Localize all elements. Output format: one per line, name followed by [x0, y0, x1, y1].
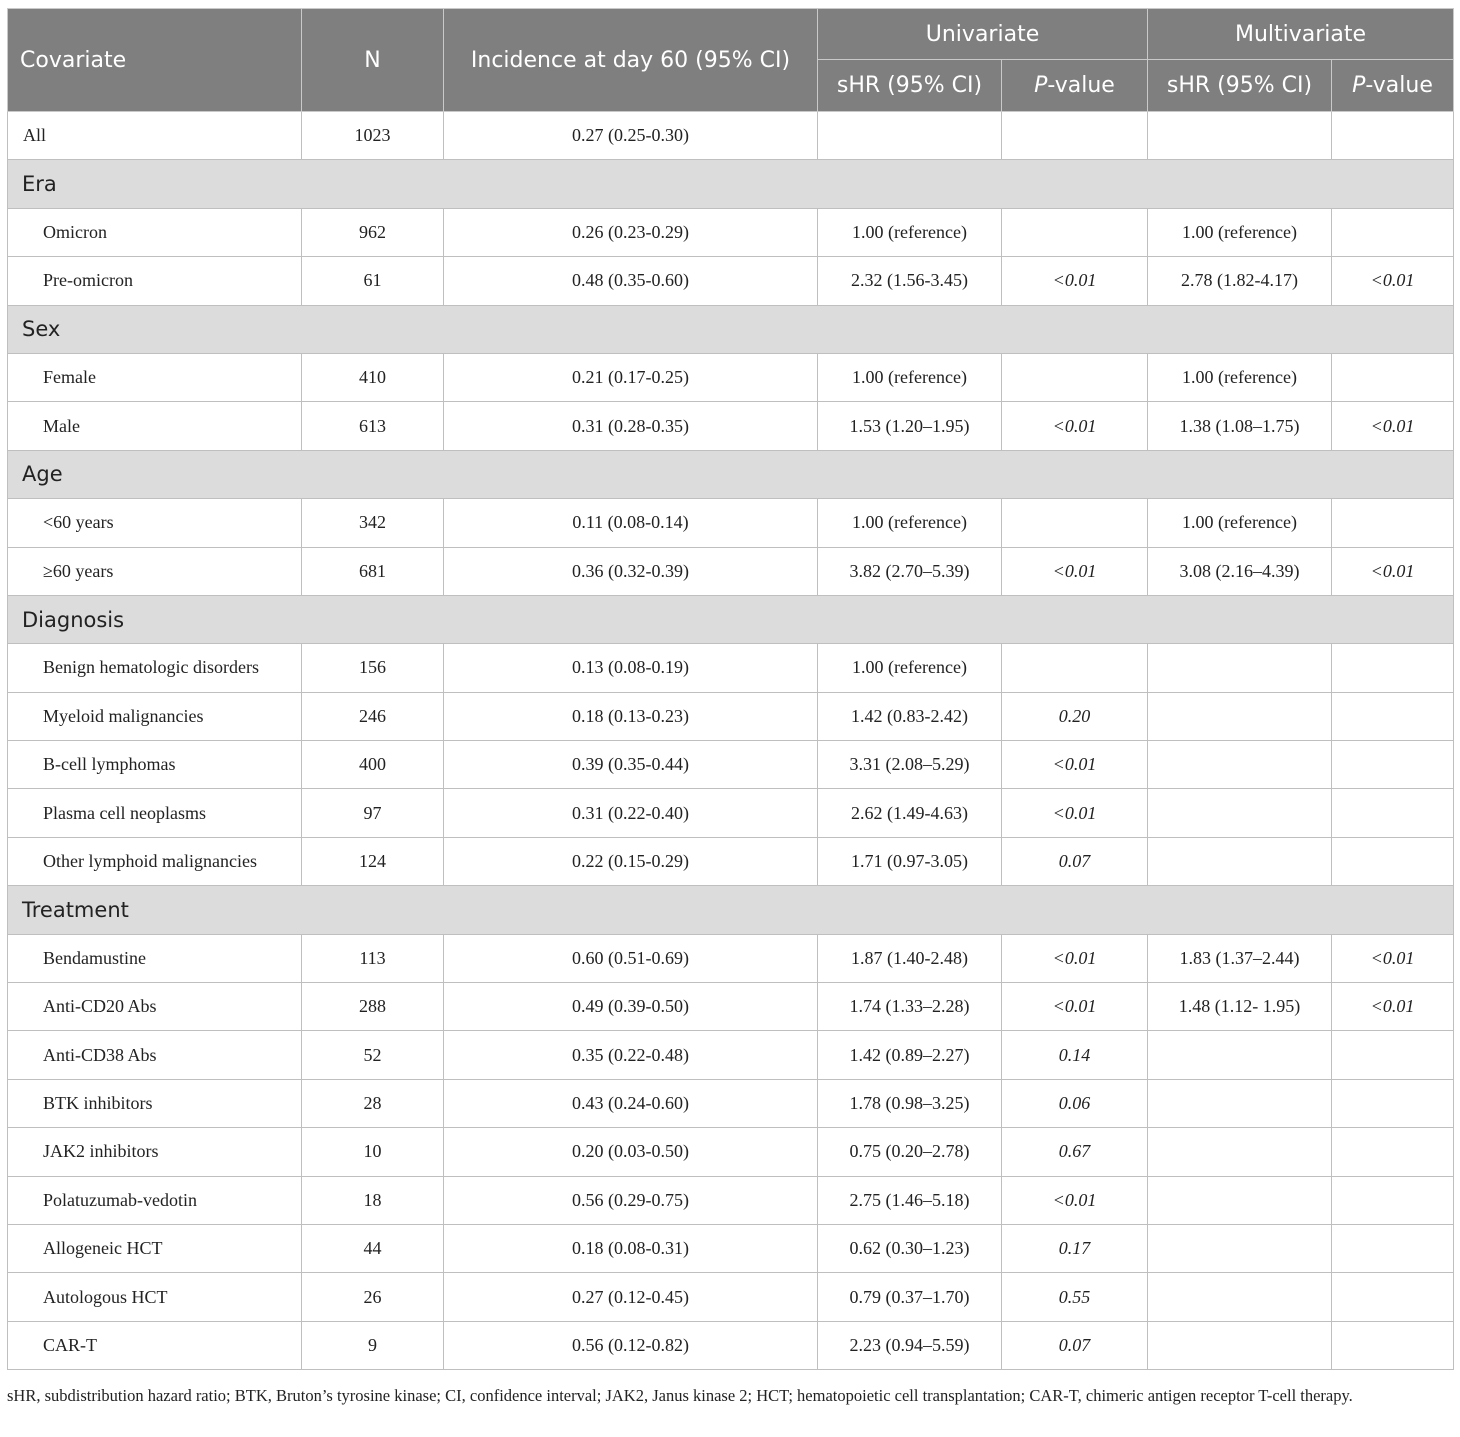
univariate-pvalue-cell	[1002, 644, 1148, 692]
univariate-pvalue-cell: 0.67	[1002, 1128, 1148, 1176]
incidence-cell: 0.22 (0.15-0.29)	[444, 837, 818, 885]
univariate-pvalue-cell: 0.07	[1002, 1321, 1148, 1369]
incidence-cell: 0.31 (0.28-0.35)	[444, 402, 818, 450]
multivariate-shr-cell	[1148, 837, 1332, 885]
table-body	[8, 112, 1454, 1370]
univariate-pvalue-cell	[1002, 499, 1148, 547]
covariate-cell: Plasma cell neoplasms	[8, 789, 302, 837]
header-n: N	[302, 9, 444, 112]
incidence-cell: 0.43 (0.24-0.60)	[444, 1079, 818, 1127]
header-multivariate-pvalue	[1332, 60, 1454, 112]
table-row	[8, 402, 1454, 450]
covariate-cell: Polatuzumab-vedotin	[8, 1176, 302, 1224]
n-cell: 124	[302, 837, 444, 885]
multivariate-pvalue-cell	[1332, 1128, 1454, 1176]
covariate-cell: Bendamustine	[8, 934, 302, 982]
covariate-cell: Male	[8, 402, 302, 450]
section-label: Treatment	[8, 886, 1454, 934]
multivariate-shr-cell	[1148, 1079, 1332, 1127]
multivariate-pvalue-cell	[1332, 1079, 1454, 1127]
multivariate-shr-cell	[1148, 1321, 1332, 1369]
multivariate-pvalue-cell	[1332, 208, 1454, 256]
univariate-pvalue-cell: <0.01	[1002, 983, 1148, 1031]
incidence-cell: 0.21 (0.17-0.25)	[444, 353, 818, 401]
table-row	[8, 1176, 1454, 1224]
section-row	[8, 886, 1454, 934]
multivariate-pvalue-cell	[1332, 1321, 1454, 1369]
n-cell: 52	[302, 1031, 444, 1079]
univariate-pvalue-cell: 0.06	[1002, 1079, 1148, 1127]
n-cell: 288	[302, 983, 444, 1031]
multivariate-pvalue-cell	[1332, 1176, 1454, 1224]
header-univariate-shr: sHR (95% CI)	[818, 60, 1002, 112]
multivariate-pvalue-cell	[1332, 692, 1454, 740]
univariate-shr-cell: 1.00 (reference)	[818, 644, 1002, 692]
table-row	[8, 208, 1454, 256]
covariate-cell: Autologous HCT	[8, 1273, 302, 1321]
covariate-cell: JAK2 inhibitors	[8, 1128, 302, 1176]
n-cell: 246	[302, 692, 444, 740]
n-cell: 681	[302, 547, 444, 595]
univariate-pvalue-cell: <0.01	[1002, 1176, 1148, 1224]
univariate-pvalue-cell: <0.01	[1002, 934, 1148, 982]
incidence-cell: 0.18 (0.13-0.23)	[444, 692, 818, 740]
covariate-cell: Anti-CD20 Abs	[8, 983, 302, 1031]
multivariate-pvalue-cell	[1332, 837, 1454, 885]
univariate-shr-cell: 3.31 (2.08–5.29)	[818, 741, 1002, 789]
covariate-cell: BTK inhibitors	[8, 1079, 302, 1127]
multivariate-pvalue-cell: <0.01	[1332, 402, 1454, 450]
n-cell: 410	[302, 353, 444, 401]
table-row	[8, 1273, 1454, 1321]
univariate-shr-cell: 1.71 (0.97-3.05)	[818, 837, 1002, 885]
table-row	[8, 257, 1454, 305]
table-row	[8, 353, 1454, 401]
table-row	[8, 837, 1454, 885]
incidence-cell: 0.39 (0.35-0.44)	[444, 741, 818, 789]
table-row	[8, 1079, 1454, 1127]
section-label: Diagnosis	[8, 595, 1454, 643]
multivariate-shr-cell	[1148, 692, 1332, 740]
multivariate-pvalue-cell: <0.01	[1332, 257, 1454, 305]
univariate-shr-cell: 1.00 (reference)	[818, 353, 1002, 401]
univariate-pvalue-cell: 0.17	[1002, 1224, 1148, 1272]
header-multivariate: Multivariate	[1148, 9, 1454, 60]
multivariate-pvalue-cell	[1332, 1224, 1454, 1272]
section-row	[8, 450, 1454, 498]
univariate-pvalue-cell: <0.01	[1002, 402, 1148, 450]
incidence-cell: 0.27 (0.12-0.45)	[444, 1273, 818, 1321]
univariate-shr-cell: 1.42 (0.83-2.42)	[818, 692, 1002, 740]
covariate-cell: Female	[8, 353, 302, 401]
section-row	[8, 595, 1454, 643]
header-covariate: Covariate	[8, 9, 302, 112]
n-cell: 1023	[302, 112, 444, 160]
multivariate-pvalue-cell	[1332, 741, 1454, 789]
incidence-cell: 0.60 (0.51-0.69)	[444, 934, 818, 982]
incidence-cell: 0.27 (0.25-0.30)	[444, 112, 818, 160]
multivariate-shr-cell: 1.00 (reference)	[1148, 208, 1332, 256]
covariate-cell: <60 years	[8, 499, 302, 547]
univariate-shr-cell: 1.53 (1.20–1.95)	[818, 402, 1002, 450]
covariate-cell: All	[8, 112, 302, 160]
multivariate-shr-cell	[1148, 644, 1332, 692]
n-cell: 613	[302, 402, 444, 450]
section-label: Era	[8, 160, 1454, 208]
header-p-rest: -value	[1047, 73, 1115, 98]
covariate-cell: Myeloid malignancies	[8, 692, 302, 740]
n-cell: 9	[302, 1321, 444, 1369]
univariate-pvalue-cell: <0.01	[1002, 741, 1148, 789]
multivariate-shr-cell: 1.48 (1.12- 1.95)	[1148, 983, 1332, 1031]
univariate-shr-cell: 1.87 (1.40-2.48)	[818, 934, 1002, 982]
multivariate-shr-cell: 1.38 (1.08–1.75)	[1148, 402, 1332, 450]
multivariate-shr-cell: 3.08 (2.16–4.39)	[1148, 547, 1332, 595]
table-row	[8, 547, 1454, 595]
incidence-cell: 0.36 (0.32-0.39)	[444, 547, 818, 595]
univariate-shr-cell: 0.75 (0.20–2.78)	[818, 1128, 1002, 1176]
covariate-cell: Other lymphoid malignancies	[8, 837, 302, 885]
univariate-shr-cell: 0.62 (0.30–1.23)	[818, 1224, 1002, 1272]
table-header	[8, 9, 1454, 112]
n-cell: 26	[302, 1273, 444, 1321]
univariate-shr-cell	[818, 112, 1002, 160]
covariate-cell: Anti-CD38 Abs	[8, 1031, 302, 1079]
table-footnote: sHR, subdistribution hazard ratio; BTK, Bruton’s tyrosine kinase; CI, confidence interval; JAK2, Janus kinase 2; HCT; hematopoietic cell transplantation; CAR-T, chimeric antigen receptor T-cell therapy.	[7, 1386, 1353, 1405]
header-p-italic: P	[1034, 73, 1048, 98]
multivariate-shr-cell	[1148, 1224, 1332, 1272]
table-row	[8, 934, 1454, 982]
results-table-container	[7, 8, 1453, 1370]
incidence-cell: 0.48 (0.35-0.60)	[444, 257, 818, 305]
multivariate-pvalue-cell	[1332, 1273, 1454, 1321]
incidence-cell: 0.20 (0.03-0.50)	[444, 1128, 818, 1176]
covariate-cell: B-cell lymphomas	[8, 741, 302, 789]
univariate-shr-cell: 1.78 (0.98–3.25)	[818, 1079, 1002, 1127]
multivariate-pvalue-cell: <0.01	[1332, 547, 1454, 595]
multivariate-shr-cell: 2.78 (1.82-4.17)	[1148, 257, 1332, 305]
table-row	[8, 112, 1454, 160]
univariate-pvalue-cell	[1002, 353, 1148, 401]
incidence-cell: 0.26 (0.23-0.29)	[444, 208, 818, 256]
multivariate-shr-cell	[1148, 1128, 1332, 1176]
univariate-pvalue-cell: 0.20	[1002, 692, 1148, 740]
multivariate-shr-cell	[1148, 741, 1332, 789]
incidence-cell: 0.31 (0.22-0.40)	[444, 789, 818, 837]
univariate-shr-cell: 1.00 (reference)	[818, 499, 1002, 547]
multivariate-shr-cell: 1.00 (reference)	[1148, 353, 1332, 401]
results-table	[7, 8, 1454, 1370]
univariate-shr-cell: 1.42 (0.89–2.27)	[818, 1031, 1002, 1079]
n-cell: 342	[302, 499, 444, 547]
n-cell: 44	[302, 1224, 444, 1272]
n-cell: 28	[302, 1079, 444, 1127]
table-row	[8, 983, 1454, 1031]
table-row	[8, 1128, 1454, 1176]
section-label: Age	[8, 450, 1454, 498]
univariate-shr-cell: 2.62 (1.49-4.63)	[818, 789, 1002, 837]
header-multivariate-shr: sHR (95% CI)	[1148, 60, 1332, 112]
header-p-italic: P	[1352, 73, 1366, 98]
univariate-shr-cell: 1.74 (1.33–2.28)	[818, 983, 1002, 1031]
header-univariate: Univariate	[818, 9, 1148, 60]
incidence-cell: 0.49 (0.39-0.50)	[444, 983, 818, 1031]
table-row	[8, 1321, 1454, 1369]
table-row	[8, 1031, 1454, 1079]
univariate-pvalue-cell: <0.01	[1002, 547, 1148, 595]
univariate-pvalue-cell: 0.07	[1002, 837, 1148, 885]
multivariate-pvalue-cell	[1332, 789, 1454, 837]
table-row	[8, 1224, 1454, 1272]
table-row	[8, 789, 1454, 837]
section-row	[8, 305, 1454, 353]
n-cell: 10	[302, 1128, 444, 1176]
incidence-cell: 0.56 (0.12-0.82)	[444, 1321, 818, 1369]
header-univariate-pvalue	[1002, 60, 1148, 112]
covariate-cell: CAR-T	[8, 1321, 302, 1369]
covariate-cell: Allogeneic HCT	[8, 1224, 302, 1272]
multivariate-pvalue-cell	[1332, 353, 1454, 401]
univariate-shr-cell: 2.23 (0.94–5.59)	[818, 1321, 1002, 1369]
n-cell: 61	[302, 257, 444, 305]
covariate-cell: Pre-omicron	[8, 257, 302, 305]
n-cell: 400	[302, 741, 444, 789]
univariate-pvalue-cell: 0.14	[1002, 1031, 1148, 1079]
multivariate-shr-cell	[1148, 789, 1332, 837]
univariate-pvalue-cell: <0.01	[1002, 257, 1148, 305]
univariate-shr-cell: 0.79 (0.37–1.70)	[818, 1273, 1002, 1321]
header-incidence: Incidence at day 60 (95% CI)	[444, 9, 818, 112]
table-row	[8, 499, 1454, 547]
n-cell: 156	[302, 644, 444, 692]
n-cell: 113	[302, 934, 444, 982]
incidence-cell: 0.18 (0.08-0.31)	[444, 1224, 818, 1272]
section-row	[8, 160, 1454, 208]
incidence-cell: 0.35 (0.22-0.48)	[444, 1031, 818, 1079]
covariate-cell: ≥60 years	[8, 547, 302, 595]
univariate-pvalue-cell: <0.01	[1002, 789, 1148, 837]
covariate-cell: Omicron	[8, 208, 302, 256]
multivariate-pvalue-cell	[1332, 644, 1454, 692]
univariate-pvalue-cell	[1002, 208, 1148, 256]
multivariate-shr-cell: 1.83 (1.37–2.44)	[1148, 934, 1332, 982]
incidence-cell: 0.13 (0.08-0.19)	[444, 644, 818, 692]
multivariate-shr-cell	[1148, 112, 1332, 160]
multivariate-pvalue-cell: <0.01	[1332, 983, 1454, 1031]
univariate-shr-cell: 2.75 (1.46–5.18)	[818, 1176, 1002, 1224]
covariate-cell: Benign hematologic disorders	[8, 644, 302, 692]
multivariate-shr-cell: 1.00 (reference)	[1148, 499, 1332, 547]
univariate-pvalue-cell: 0.55	[1002, 1273, 1148, 1321]
n-cell: 18	[302, 1176, 444, 1224]
section-label: Sex	[8, 305, 1454, 353]
univariate-shr-cell: 1.00 (reference)	[818, 208, 1002, 256]
incidence-cell: 0.11 (0.08-0.14)	[444, 499, 818, 547]
header-p-rest: -value	[1365, 73, 1433, 98]
univariate-shr-cell: 2.32 (1.56-3.45)	[818, 257, 1002, 305]
multivariate-pvalue-cell	[1332, 499, 1454, 547]
multivariate-pvalue-cell	[1332, 1031, 1454, 1079]
table-row	[8, 644, 1454, 692]
univariate-shr-cell: 3.82 (2.70–5.39)	[818, 547, 1002, 595]
multivariate-pvalue-cell	[1332, 112, 1454, 160]
univariate-pvalue-cell	[1002, 112, 1148, 160]
multivariate-shr-cell	[1148, 1273, 1332, 1321]
n-cell: 97	[302, 789, 444, 837]
incidence-cell: 0.56 (0.29-0.75)	[444, 1176, 818, 1224]
multivariate-shr-cell	[1148, 1176, 1332, 1224]
multivariate-pvalue-cell: <0.01	[1332, 934, 1454, 982]
multivariate-shr-cell	[1148, 1031, 1332, 1079]
table-row	[8, 692, 1454, 740]
n-cell: 962	[302, 208, 444, 256]
table-row	[8, 741, 1454, 789]
